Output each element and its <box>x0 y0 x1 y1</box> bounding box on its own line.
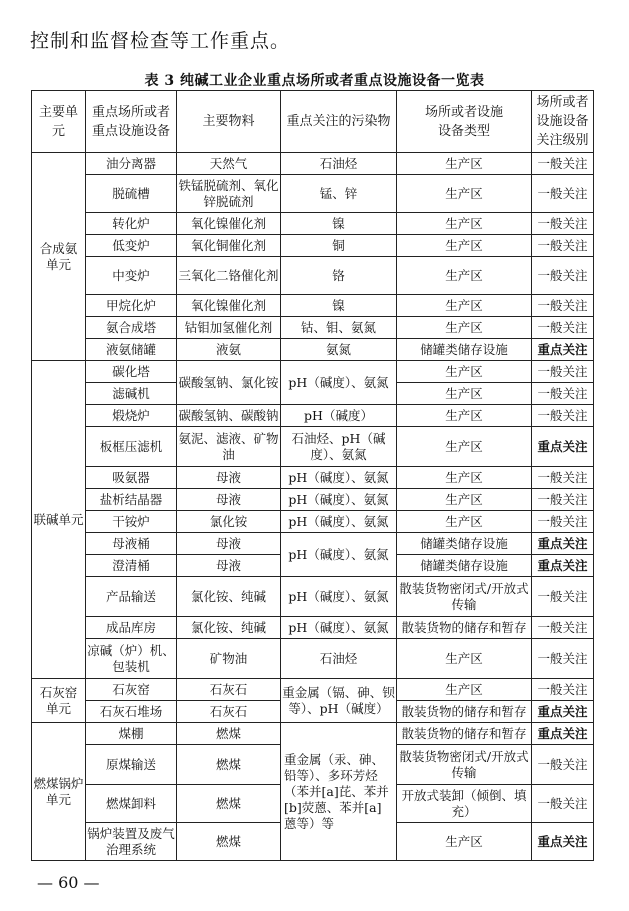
table-row <box>32 339 594 361</box>
level-cell: 一般关注 <box>532 467 594 489</box>
facility-cell: 产品输送 <box>86 577 177 617</box>
pollutant-cell: 铬 <box>281 257 397 295</box>
header-facility <box>86 91 177 153</box>
material-cell: 天然气 <box>177 153 281 175</box>
level-cell: 重点关注 <box>532 555 594 577</box>
facility-cell: 低变炉 <box>86 235 177 257</box>
header-text: 重点场所或者 重点设施设备 <box>91 104 170 139</box>
type-cell: 生产区 <box>397 639 532 679</box>
level-cell: 重点关注 <box>532 533 594 555</box>
level-cell: 重点关注 <box>532 427 594 467</box>
pollutant-cell: 石油烃 <box>281 639 397 679</box>
facility-cell: 滤碱机 <box>86 383 177 405</box>
type-cell: 生产区 <box>397 317 532 339</box>
facility-table <box>31 90 594 861</box>
type-cell: 生产区 <box>397 511 532 533</box>
level-cell: 一般关注 <box>532 383 594 405</box>
table-row <box>32 361 594 383</box>
type-cell: 储罐类储存设施 <box>397 555 532 577</box>
material-cell: 石灰石 <box>177 701 281 723</box>
facility-cell: 成品库房 <box>86 617 177 639</box>
material-cell: 燃煤 <box>177 785 281 823</box>
facility-cell: 碳化塔 <box>86 361 177 383</box>
type-cell: 生产区 <box>397 235 532 257</box>
header-pollutant <box>281 91 397 153</box>
type-cell: 散装货物密闭式/开放式传输 <box>397 577 532 617</box>
table-row <box>32 235 594 257</box>
unit-name: 燃煤锅炉 单元 <box>33 775 84 807</box>
level-cell: 一般关注 <box>532 361 594 383</box>
facility-cell: 盐析结晶器 <box>86 489 177 511</box>
facility-cell: 干铵炉 <box>86 511 177 533</box>
unit-name: 合成氨 单元 <box>39 240 78 272</box>
material-cell: 燃煤 <box>177 823 281 861</box>
header-unit <box>32 91 86 153</box>
facility-cell: 石灰石堆场 <box>86 701 177 723</box>
level-cell: 一般关注 <box>532 295 594 317</box>
header-text: 重点关注的污染物 <box>286 114 391 129</box>
level-cell: 一般关注 <box>532 617 594 639</box>
material-cell: 氯化铵、纯碱 <box>177 577 281 617</box>
type-cell: 生产区 <box>397 405 532 427</box>
table-row <box>32 257 594 295</box>
material-cell: 钴钼加氢催化剂 <box>177 317 281 339</box>
table-caption: 表 3 纯碱工业企业重点场所或者重点设施设备一览表 <box>144 73 485 89</box>
pollutant-cell: 锰、锌 <box>281 175 397 213</box>
facility-cell: 澄清桶 <box>86 555 177 577</box>
table-row <box>32 153 594 175</box>
facility-cell: 母液桶 <box>86 533 177 555</box>
level-cell: 一般关注 <box>532 511 594 533</box>
pollutant-cell: pH（碱度）、氨氮 <box>281 467 397 489</box>
facility-cell: 甲烷化炉 <box>86 295 177 317</box>
facility-cell: 液氨储罐 <box>86 339 177 361</box>
level-cell: 一般关注 <box>532 317 594 339</box>
material-cell: 燃煤 <box>177 723 281 745</box>
level-cell: 一般关注 <box>532 489 594 511</box>
facility-cell: 锅炉装置及废气治理系统 <box>86 823 177 861</box>
level-cell: 重点关注 <box>532 823 594 861</box>
unit-cell <box>32 723 86 861</box>
level-cell: 一般关注 <box>532 679 594 701</box>
pollutant-cell: pH（碱度）、氨氮 <box>281 511 397 533</box>
facility-cell: 煤棚 <box>86 723 177 745</box>
pollutant-cell: 重金属（镉、砷、钡等）、pH（碱度） <box>281 679 397 723</box>
material-cell: 矿物油 <box>177 639 281 679</box>
material-cell: 氯化铵、纯碱 <box>177 617 281 639</box>
header-material <box>177 91 281 153</box>
table-row <box>32 467 594 489</box>
table-row <box>32 639 594 679</box>
unit-cell <box>32 153 86 361</box>
header-text: 主要物料 <box>202 114 255 129</box>
header-type <box>397 91 532 153</box>
level-cell: 一般关注 <box>532 405 594 427</box>
material-cell: 母液 <box>177 533 281 555</box>
type-cell: 生产区 <box>397 679 532 701</box>
type-cell: 生产区 <box>397 175 532 213</box>
pollutant-cell: pH（碱度）、氨氮 <box>281 577 397 617</box>
level-cell: 一般关注 <box>532 745 594 785</box>
facility-cell: 油分离器 <box>86 153 177 175</box>
material-cell: 母液 <box>177 489 281 511</box>
table-row <box>32 295 594 317</box>
pollutant-cell: 钴、钼、氨氮 <box>281 317 397 339</box>
type-cell: 生产区 <box>397 361 532 383</box>
type-cell: 散装货物的储存和暂存 <box>397 617 532 639</box>
table-row <box>32 723 594 745</box>
facility-cell: 燃煤卸料 <box>86 785 177 823</box>
facility-cell: 中变炉 <box>86 257 177 295</box>
type-cell: 生产区 <box>397 823 532 861</box>
unit-cell <box>32 679 86 723</box>
table-row <box>32 577 594 617</box>
facility-cell: 凉碱（炉）机、包装机 <box>86 639 177 679</box>
level-cell: 一般关注 <box>532 639 594 679</box>
facility-cell: 脱硫槽 <box>86 175 177 213</box>
page-number: — 60 — <box>37 873 100 892</box>
type-cell: 储罐类储存设施 <box>397 339 532 361</box>
facility-cell: 石灰窑 <box>86 679 177 701</box>
level-cell: 重点关注 <box>532 723 594 745</box>
table-row <box>32 679 594 701</box>
type-cell: 生产区 <box>397 257 532 295</box>
level-cell: 一般关注 <box>532 213 594 235</box>
material-cell: 三氧化二铬催化剂 <box>177 257 281 295</box>
table-row <box>32 511 594 533</box>
unit-cell <box>32 361 86 679</box>
type-cell: 开放式装卸（倾倒、填充） <box>397 785 532 823</box>
material-cell: 母液 <box>177 467 281 489</box>
level-cell: 一般关注 <box>532 577 594 617</box>
table-row <box>32 175 594 213</box>
type-cell: 生产区 <box>397 383 532 405</box>
facility-cell: 氨合成塔 <box>86 317 177 339</box>
type-cell: 生产区 <box>397 153 532 175</box>
material-cell: 氯化铵 <box>177 511 281 533</box>
material-cell: 母液 <box>177 555 281 577</box>
pollutant-cell: pH（碱度） <box>281 405 397 427</box>
unit-name: 石灰窑 单元 <box>39 684 78 716</box>
pollutant-cell: 石油烃 <box>281 153 397 175</box>
type-cell: 散装货物的储存和暂存 <box>397 723 532 745</box>
material-cell: 氧化镍催化剂 <box>177 295 281 317</box>
level-cell: 一般关注 <box>532 257 594 295</box>
type-cell: 生产区 <box>397 467 532 489</box>
type-cell: 散装货物密闭式/开放式传输 <box>397 745 532 785</box>
pollutant-cell: pH（碱度）、氨氮 <box>281 617 397 639</box>
type-cell: 生产区 <box>397 427 532 467</box>
level-cell: 一般关注 <box>532 153 594 175</box>
pollutant-cell: 石油烃、pH（碱度）、氨氮 <box>281 427 397 467</box>
facility-cell: 原煤输送 <box>86 745 177 785</box>
pollutant-cell: 氨氮 <box>281 339 397 361</box>
header-text: 主要单元 <box>38 104 78 139</box>
facility-cell: 煅烧炉 <box>86 405 177 427</box>
type-cell: 生产区 <box>397 489 532 511</box>
material-cell: 碳酸氢钠、氯化铵 <box>177 361 281 405</box>
facility-cell: 转化炉 <box>86 213 177 235</box>
type-cell: 散装货物的储存和暂存 <box>397 701 532 723</box>
material-cell: 氧化镍催化剂 <box>177 213 281 235</box>
table-row <box>32 427 594 467</box>
table-row <box>32 213 594 235</box>
level-cell: 一般关注 <box>532 785 594 823</box>
material-cell: 碳酸氢钠、碳酸钠 <box>177 405 281 427</box>
type-cell: 生产区 <box>397 295 532 317</box>
pollutant-cell: pH（碱度）、氨氮 <box>281 489 397 511</box>
pollutant-cell: 铜 <box>281 235 397 257</box>
type-cell: 储罐类储存设施 <box>397 533 532 555</box>
facility-cell: 板框压滤机 <box>86 427 177 467</box>
material-cell: 燃煤 <box>177 745 281 785</box>
table-row <box>32 533 594 555</box>
pollutant-cell: 重金属（汞、砷、铅等）、多环芳烃（苯并[a]芘、苯并[b]荧蒽、苯并[a]蒽等）等 <box>281 723 397 861</box>
material-cell: 液氨 <box>177 339 281 361</box>
table-row <box>32 617 594 639</box>
header-level <box>532 91 594 153</box>
header-text: 场所或者设施 设备类型 <box>424 104 503 139</box>
pollutant-cell: 镍 <box>281 295 397 317</box>
material-cell: 氨泥、滤液、矿物油 <box>177 427 281 467</box>
level-cell: 一般关注 <box>532 175 594 213</box>
table-row <box>32 405 594 427</box>
intro-paragraph: 控制和监督检查等工作重点。 <box>30 30 291 52</box>
table-row <box>32 489 594 511</box>
pollutant-cell: pH（碱度）、氨氮 <box>281 533 397 577</box>
type-cell: 生产区 <box>397 213 532 235</box>
material-cell: 石灰石 <box>177 679 281 701</box>
material-cell: 氧化铜催化剂 <box>177 235 281 257</box>
material-cell: 铁锰脱硫剂、氧化锌脱硫剂 <box>177 175 281 213</box>
header-text: 场所或者 设施设备 关注级别 <box>536 95 589 148</box>
unit-name: 联碱单元 <box>33 511 84 527</box>
pollutant-cell: pH（碱度）、氨氮 <box>281 361 397 405</box>
level-cell: 重点关注 <box>532 701 594 723</box>
level-cell: 重点关注 <box>532 339 594 361</box>
pollutant-cell: 镍 <box>281 213 397 235</box>
table-header-row <box>32 91 594 153</box>
facility-cell: 吸氨器 <box>86 467 177 489</box>
table-row <box>32 317 594 339</box>
level-cell: 一般关注 <box>532 235 594 257</box>
